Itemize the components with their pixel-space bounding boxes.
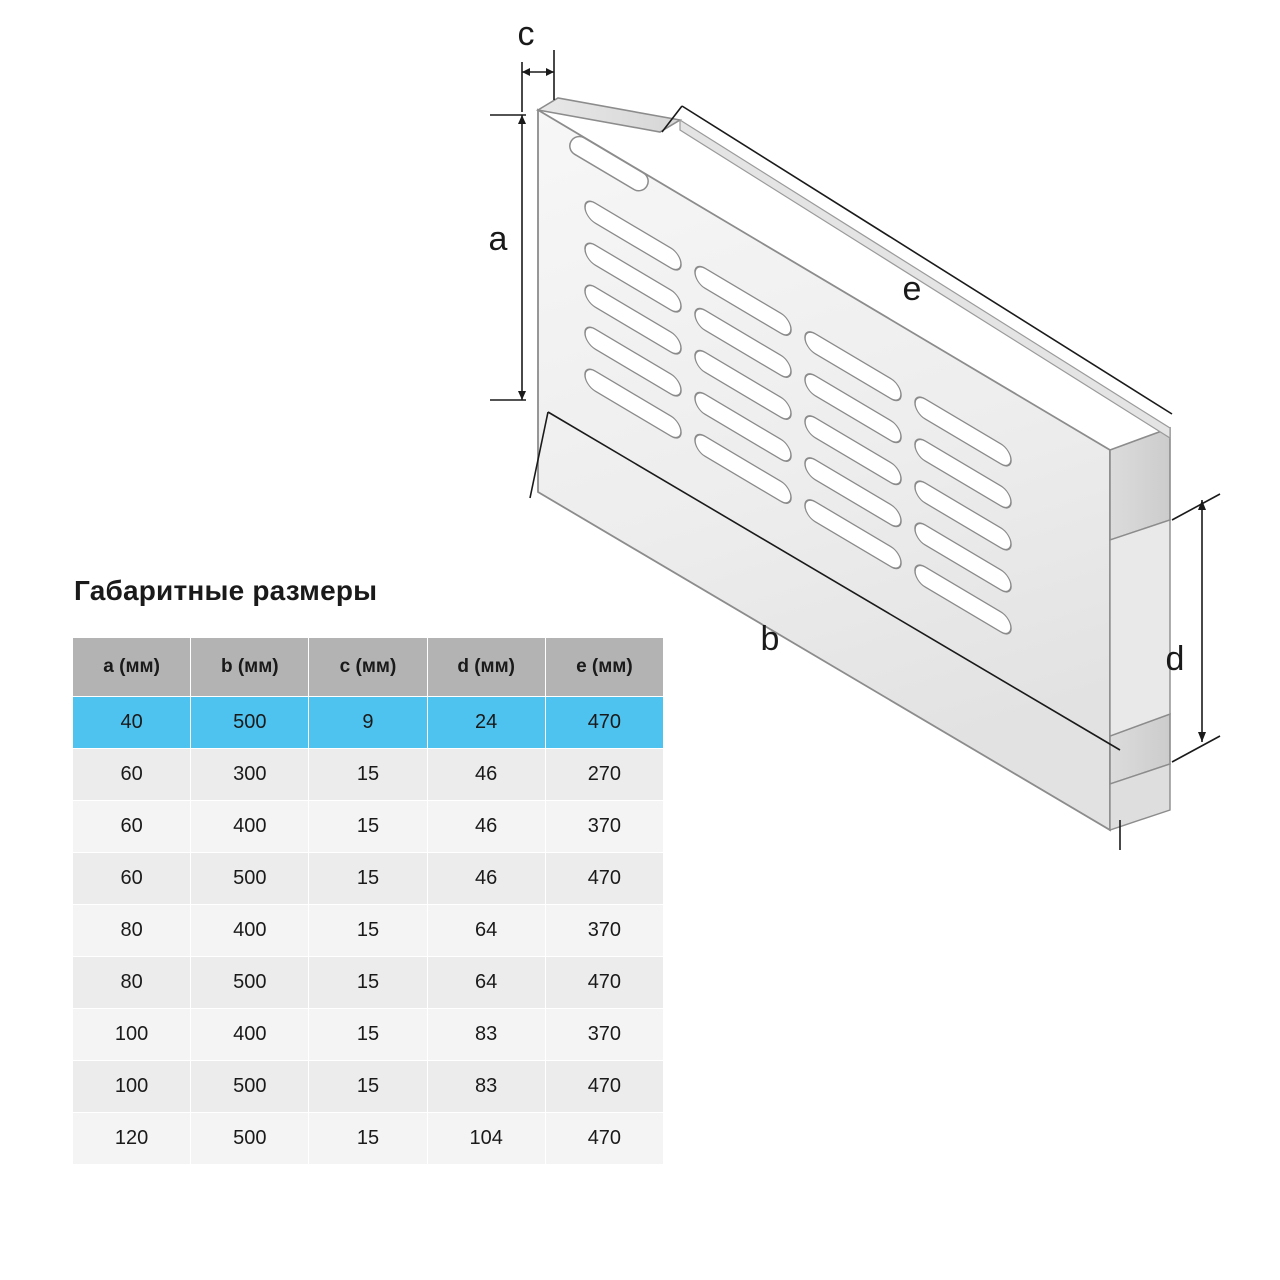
dimensions-table-block	[72, 575, 664, 1165]
dimension-label-b: b	[760, 620, 780, 658]
dimension-label-c: c	[517, 20, 535, 53]
cell-e: 470	[545, 957, 663, 1009]
cell-c: 15	[309, 957, 427, 1009]
cell-b: 500	[191, 1113, 309, 1165]
cell-c: 15	[309, 905, 427, 957]
cell-a: 60	[73, 801, 191, 853]
table-row[interactable]	[73, 1009, 664, 1061]
cell-e: 370	[545, 1009, 663, 1061]
cell-a: 100	[73, 1061, 191, 1113]
dimension-label-a: a	[488, 220, 508, 258]
dimensions-table	[72, 637, 664, 1165]
table-row[interactable]	[73, 801, 664, 853]
cell-d: 83	[427, 1061, 545, 1113]
column-header-b: b (мм)	[191, 638, 309, 697]
column-header-c: c (мм)	[309, 638, 427, 697]
table-row[interactable]	[73, 749, 664, 801]
cell-b: 500	[191, 697, 309, 749]
table-row[interactable]	[73, 957, 664, 1009]
column-header-a: a (мм)	[73, 638, 191, 697]
cell-b: 300	[191, 749, 309, 801]
cell-c: 15	[309, 1009, 427, 1061]
cell-b: 400	[191, 905, 309, 957]
cell-a: 120	[73, 1113, 191, 1165]
cell-e: 470	[545, 697, 663, 749]
column-header-e: e (мм)	[545, 638, 663, 697]
cell-a: 40	[73, 697, 191, 749]
cell-d: 104	[427, 1113, 545, 1165]
dimension-label-d: d	[1165, 640, 1185, 678]
cell-e: 370	[545, 905, 663, 957]
cell-b: 500	[191, 1061, 309, 1113]
cell-d: 46	[427, 749, 545, 801]
table-title: Габаритные размеры	[74, 575, 378, 606]
cell-d: 64	[427, 957, 545, 1009]
cell-b: 400	[191, 1009, 309, 1061]
cell-a: 80	[73, 957, 191, 1009]
cell-a: 60	[73, 853, 191, 905]
cell-b: 500	[191, 957, 309, 1009]
cell-d: 83	[427, 1009, 545, 1061]
cell-b: 500	[191, 853, 309, 905]
cell-b: 400	[191, 801, 309, 853]
cell-d: 46	[427, 853, 545, 905]
cell-a: 60	[73, 749, 191, 801]
cell-a: 80	[73, 905, 191, 957]
cell-e: 270	[545, 749, 663, 801]
dimension-label-e: e	[902, 270, 922, 308]
cell-c: 9	[309, 697, 427, 749]
cell-d: 64	[427, 905, 545, 957]
cell-a: 100	[73, 1009, 191, 1061]
column-header-d: d (мм)	[427, 638, 545, 697]
cell-e: 470	[545, 1113, 663, 1165]
table-row[interactable]	[73, 697, 664, 749]
cell-c: 15	[309, 801, 427, 853]
cell-e: 470	[545, 853, 663, 905]
table-row[interactable]	[73, 1061, 664, 1113]
table-header-row	[73, 638, 664, 697]
cell-c: 15	[309, 853, 427, 905]
cell-d: 46	[427, 801, 545, 853]
table-row[interactable]	[73, 853, 664, 905]
table-row[interactable]	[73, 905, 664, 957]
cell-c: 15	[309, 749, 427, 801]
table-row[interactable]	[73, 1113, 664, 1165]
cell-e: 370	[545, 801, 663, 853]
cell-e: 470	[545, 1061, 663, 1113]
cell-d: 24	[427, 697, 545, 749]
cell-c: 15	[309, 1113, 427, 1165]
cell-c: 15	[309, 1061, 427, 1113]
